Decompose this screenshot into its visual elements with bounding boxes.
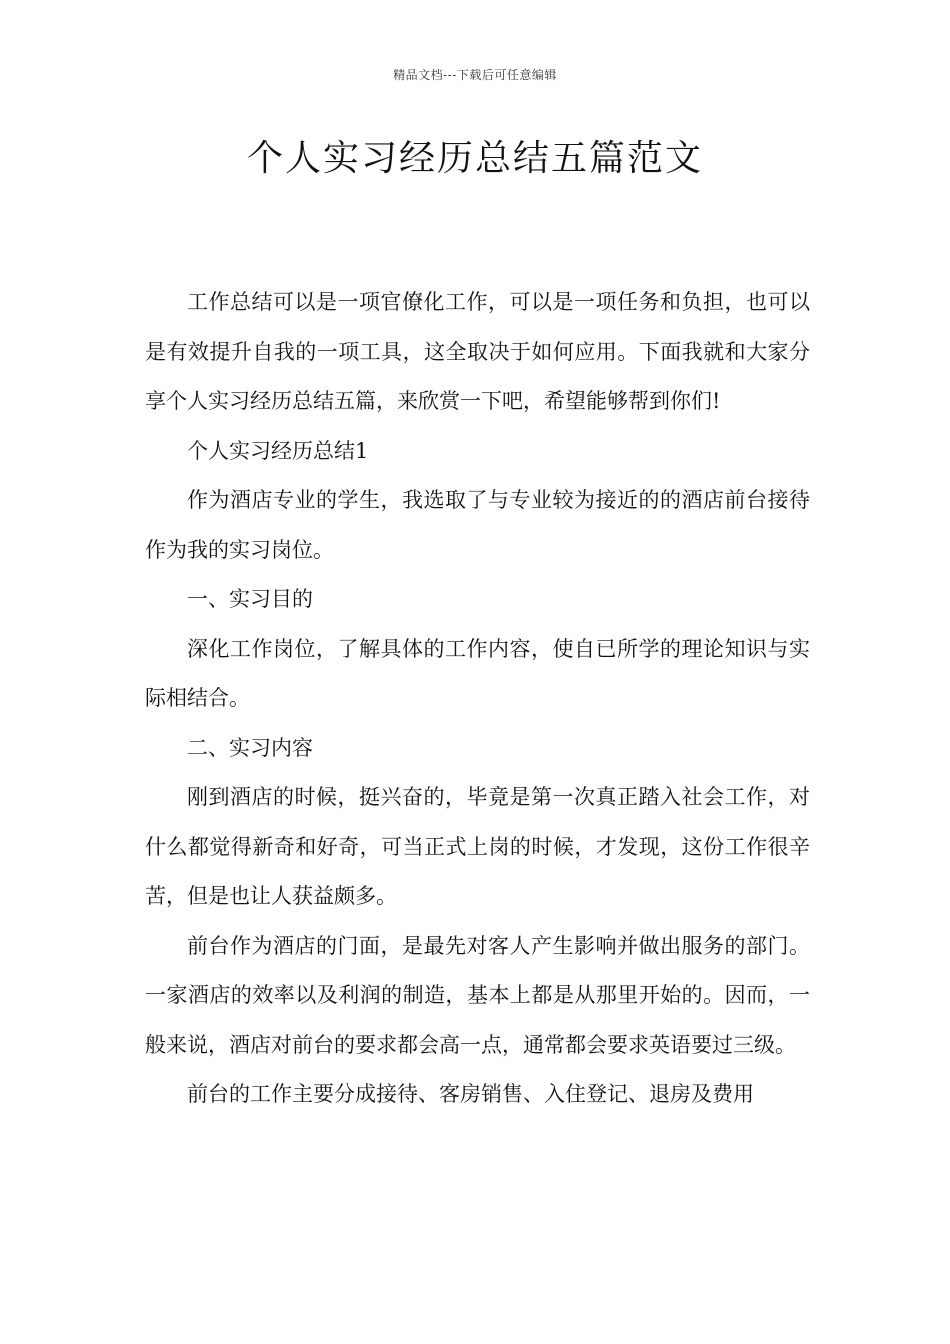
subsection-heading: 二、实习内容 <box>187 735 313 760</box>
body-paragraph: 作为酒店专业的学生，我选取了与专业较为接近的的酒店前台接待作为我的实习岗位。 <box>145 488 810 562</box>
subsection-heading: 一、实习目的 <box>187 587 313 611</box>
document-title: 个人实习经历总结五篇范文 <box>246 138 703 179</box>
body-paragraph: 前台的工作主要分成接待、客房销售、入住登记、退房及费用 <box>187 1082 754 1106</box>
section-heading: 个人实习经历总结1 <box>187 438 369 463</box>
header-note: 精品文档---下载后可任意编辑 <box>393 68 557 82</box>
body-paragraph: 刚到酒店的时候，挺兴奋的，毕竟是第一次真正踏入社会工作，对什么都觉得新奇和好奇，可当正式上岗的时候，才发现，这份工作很辛苦，但是也让人获益颇多。 <box>145 785 810 908</box>
body-paragraph: 深化工作岗位，了解具体的工作内容，使自已所学的理论知识与实际相结合。 <box>145 636 810 710</box>
document-body <box>145 278 810 1120</box>
body-paragraph: 前台作为酒店的门面，是最先对客人产生影响并做出服务的部门。一家酒店的效率以及利润的制造，基本上都是从那里开始的。因而，一般来说，酒店对前台的要求都会高一点，通常都会要求英语要过三级。 <box>145 933 810 1057</box>
intro-paragraph: 工作总结可以是一项官僚化工作，可以是一项任务和负担，也可以是有效提升自我的一项工具，这全取决于如何应用。下面我就和大家分享个人实习经历总结五篇，来欣赏一下吧，希望能够帮到你们! <box>145 290 810 413</box>
